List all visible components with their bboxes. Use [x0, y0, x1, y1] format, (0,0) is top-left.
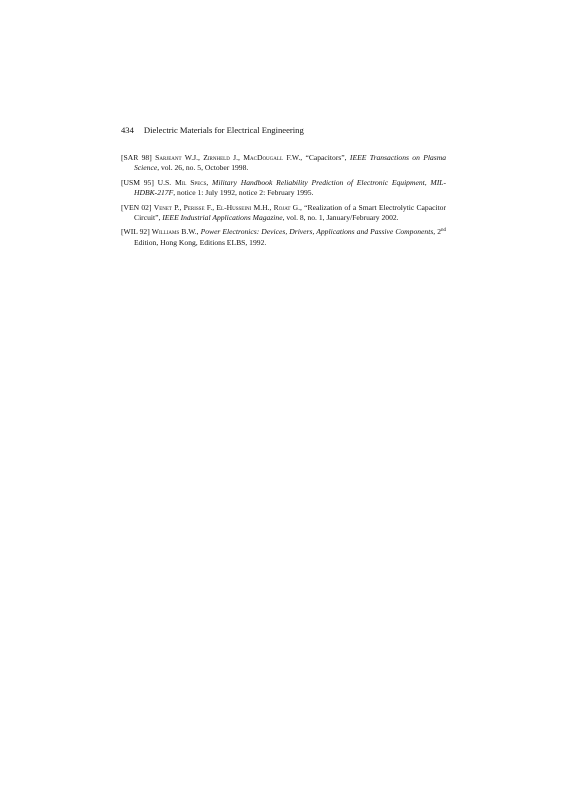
- reference-entry: [121, 203, 446, 223]
- page-number: 434: [121, 125, 134, 135]
- reference-title: Military Handbook Reliability Prediction of Electronic Equipment, MIL-HDBK-217F: [134, 177, 447, 197]
- reference-key: [WIL 92]: [121, 227, 150, 237]
- reference-key: [SAR 98]: [121, 153, 152, 162]
- reference-text: M.H.,: [251, 202, 274, 212]
- book-title: Dielectric Materials for Electrical Engineering: [143, 125, 304, 135]
- reference-text: G., “Realization of a Smart Electrolytic Capacitor Circuit”,: [134, 202, 446, 222]
- reference-text: P.,: [171, 202, 184, 212]
- reference-superscript: nd: [441, 228, 447, 234]
- reference-details: Edition, Hong Kong, Editions ELBS, 1992.: [134, 237, 267, 247]
- reference-entry: [121, 178, 446, 198]
- reference-author: Perisse: [183, 202, 205, 212]
- reference-author: Zirnheld: [203, 153, 230, 162]
- reference-text: W.J.,: [181, 153, 204, 162]
- reference-text: F.W., “Capacitors”,: [283, 153, 350, 162]
- reference-entry: [121, 227, 446, 247]
- reference-text: , 2: [433, 227, 442, 237]
- reference-key: [VEN 02]: [121, 202, 152, 212]
- reference-key: [USM 95]: [121, 177, 154, 187]
- reference-text: U.S.: [157, 177, 175, 187]
- reference-text: ,: [206, 177, 213, 187]
- reference-text: B.W.,: [179, 227, 201, 237]
- reference-text: J.,: [229, 153, 244, 162]
- reference-author: Williams: [151, 227, 180, 237]
- reference-author: Rojat: [273, 202, 291, 212]
- running-header: [121, 125, 304, 135]
- reference-title: Power Electronics: Devices, Drivers, Applications and Passive Components: [200, 227, 434, 237]
- reference-author: El-Husseini: [216, 202, 252, 212]
- reference-text: F.,: [204, 202, 217, 212]
- reference-author: Sarjeant: [155, 153, 182, 162]
- reference-entry: [121, 153, 446, 173]
- reference-author: Venet: [153, 202, 172, 212]
- reference-journal: IEEE Industrial Applications Magazine: [162, 212, 283, 222]
- reference-details: , vol. 26, no. 5, October 1998.: [157, 163, 249, 173]
- reference-author: MacDougall: [243, 153, 283, 162]
- reference-details: , vol. 8, no. 1, January/February 2002.: [282, 212, 399, 222]
- reference-details: , notice 1: July 1992, notice 2: February 1995.: [173, 188, 314, 197]
- reference-author: Mil Specs: [174, 177, 207, 187]
- reference-list: [121, 153, 446, 252]
- reference-journal: IEEE Transactions on Plasma Science: [134, 153, 447, 173]
